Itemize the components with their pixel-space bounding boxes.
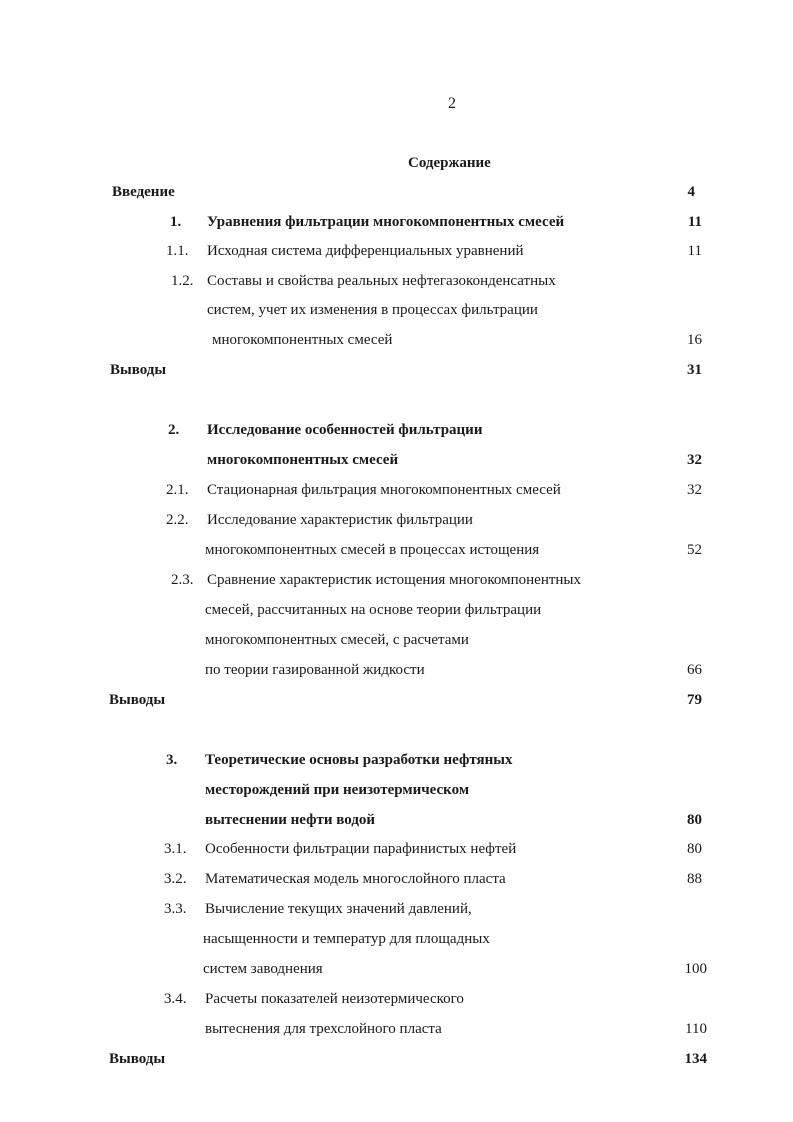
toc-ch3-title-line1[interactable]: Теоретические основы разработки нефтяных <box>205 752 513 768</box>
toc-ch2-page: 32 <box>687 452 702 468</box>
toc-s2-3-line4[interactable]: по теории газированной жидкости <box>205 662 425 678</box>
toc-s1-2-number: 1.2. <box>171 273 194 289</box>
toc-s1-2-line2[interactable]: систем, учет их изменения в процессах фильтрации <box>207 302 538 318</box>
toc-s3-3-number: 3.3. <box>164 901 187 917</box>
toc-s2-1-number: 2.1. <box>166 482 189 498</box>
toc-ch1-conclusions-page: 31 <box>687 362 702 378</box>
page-number: 2 <box>448 95 456 112</box>
toc-s3-1-number: 3.1. <box>164 841 187 857</box>
toc-ch2-title-line2[interactable]: многокомпонентных смесей <box>207 452 399 468</box>
toc-s3-4-number: 3.4. <box>164 991 187 1007</box>
toc-s2-2-number: 2.2. <box>166 512 189 528</box>
toc-ch2-number: 2. <box>168 422 180 438</box>
toc-s2-3-page: 66 <box>687 662 702 678</box>
toc-s3-3-page: 100 <box>684 961 707 977</box>
page-title: Содержание <box>408 155 491 171</box>
toc-s3-4-page: 110 <box>685 1021 707 1037</box>
toc-s1-2-line3[interactable]: многокомпонентных смесей <box>212 332 393 348</box>
toc-s3-3-line1[interactable]: Вычисление текущих значений давлений, <box>205 901 472 917</box>
toc-s1-1-page: 11 <box>687 243 702 259</box>
toc-ch1-title[interactable]: Уравнения фильтрации многокомпонентных смесей <box>207 214 565 230</box>
toc-intro-label[interactable]: Введение <box>112 184 175 200</box>
toc-s2-2-line1[interactable]: Исследование характеристик фильтрации <box>207 512 473 528</box>
toc-ch1-conclusions-label[interactable]: Выводы <box>110 362 167 378</box>
toc-ch1-number: 1. <box>170 214 182 230</box>
toc-s2-3-number: 2.3. <box>171 572 194 588</box>
toc-ch2-conclusions-page: 79 <box>687 692 702 708</box>
toc-s1-2-page: 16 <box>687 332 702 348</box>
toc-s3-2-number: 3.2. <box>164 871 187 887</box>
toc-s2-1-page: 32 <box>687 482 702 498</box>
toc-ch3-page: 80 <box>687 812 702 828</box>
toc-s2-3-line2[interactable]: смесей, рассчитанных на основе теории фильтрации <box>205 602 542 618</box>
toc-s2-3-line3[interactable]: многокомпонентных смесей, с расчетами <box>205 632 469 648</box>
toc-s3-1-title[interactable]: Особенности фильтрации парафинистых нефтей <box>205 841 517 857</box>
toc-s1-1-title[interactable]: Исходная система дифференциальных уравнений <box>207 243 524 259</box>
toc-s3-1-page: 80 <box>687 841 702 857</box>
toc-ch3-conclusions-label[interactable]: Выводы <box>109 1051 166 1067</box>
toc-ch3-title-line2[interactable]: месторождений при неизотермическом <box>205 782 470 798</box>
toc-ch3-conclusions-page: 134 <box>684 1051 707 1067</box>
toc-s1-2-line1[interactable]: Составы и свойства реальных нефтегазоконденсатных <box>207 273 556 289</box>
toc-s3-4-line1[interactable]: Расчеты показателей неизотермического <box>205 991 464 1007</box>
toc-s2-3-line1[interactable]: Сравнение характеристик истощения многокомпонентных <box>207 572 582 588</box>
toc-s3-2-page: 88 <box>687 871 702 887</box>
toc-ch2-conclusions-label[interactable]: Выводы <box>109 692 166 708</box>
toc-s1-1-number: 1.1. <box>166 243 189 259</box>
toc-intro-page: 4 <box>687 184 695 200</box>
toc-ch3-number: 3. <box>166 752 178 768</box>
toc-ch1-page: 11 <box>687 214 702 230</box>
toc-s2-1-title[interactable]: Стационарная фильтрация многокомпонентных смесей <box>207 482 561 498</box>
toc-s2-2-page: 52 <box>687 542 702 558</box>
toc-s3-3-line3[interactable]: систем заводнения <box>203 961 323 977</box>
toc-s2-2-line2[interactable]: многокомпонентных смесей в процессах истощения <box>205 542 540 558</box>
toc-ch3-title-line3[interactable]: вытеснении нефти водой <box>205 812 376 828</box>
toc-s3-4-line2[interactable]: вытеснения для трехслойного пласта <box>205 1021 442 1037</box>
toc-s3-2-title[interactable]: Математическая модель многослойного пласта <box>205 871 506 887</box>
toc-ch2-title-line1[interactable]: Исследование особенностей фильтрации <box>207 422 483 438</box>
toc-s3-3-line2[interactable]: насыщенности и температур для площадных <box>203 931 490 947</box>
